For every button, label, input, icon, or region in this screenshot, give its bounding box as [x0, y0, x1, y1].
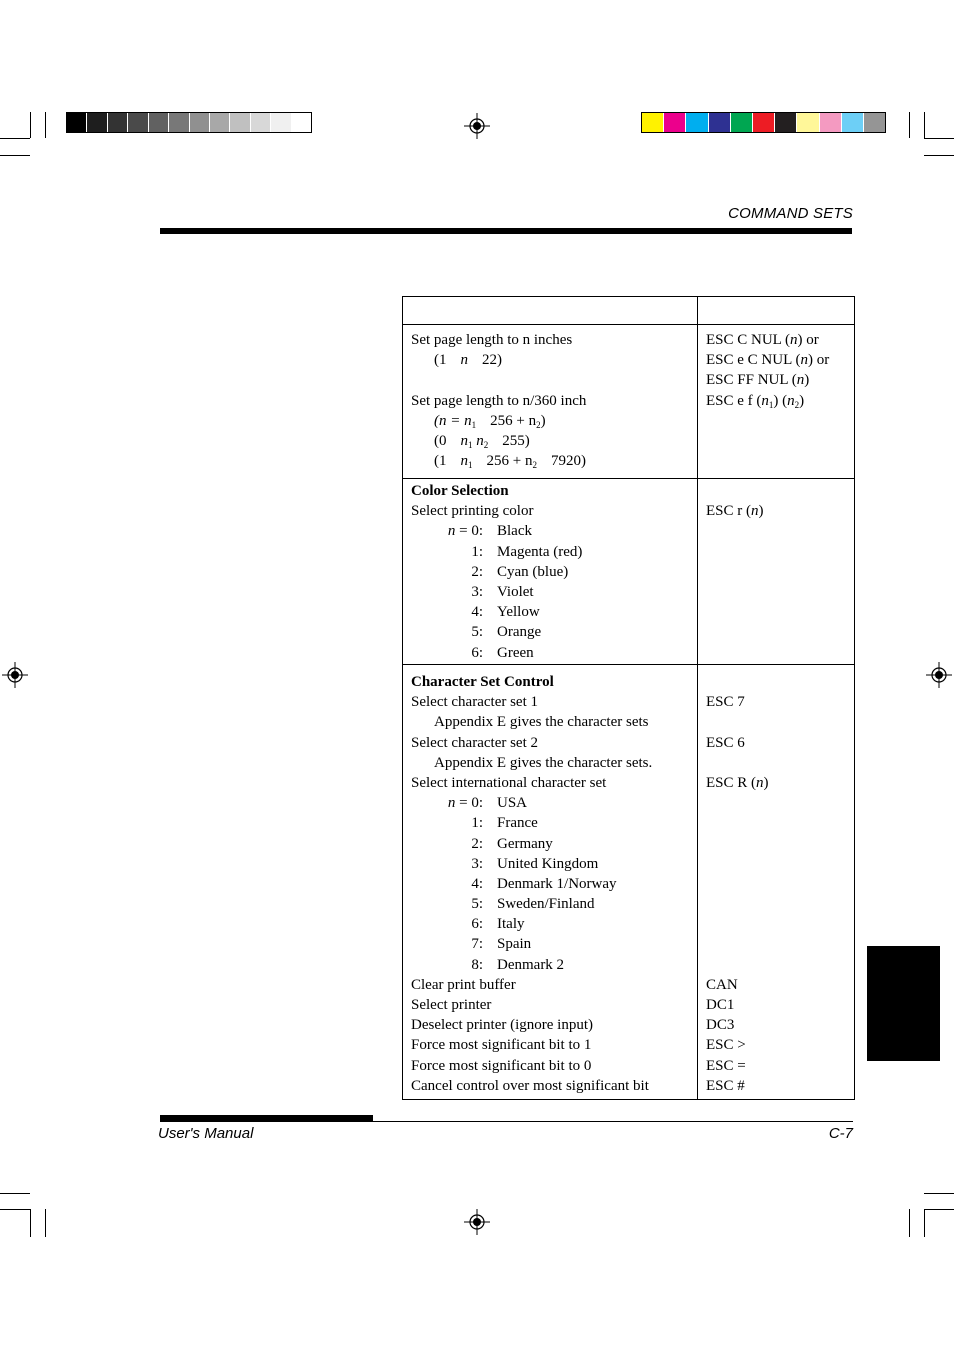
color-swatch — [67, 113, 87, 132]
function-label: Set page length to n/360 inch — [411, 392, 587, 409]
color-swatch — [251, 113, 271, 132]
function-label: Force most significant bit to 1 — [411, 1037, 592, 1054]
function-label: Force most significant bit to 0 — [411, 1057, 592, 1074]
list-item: 6: Italy — [471, 916, 525, 933]
function-label: Select printing color — [411, 503, 534, 520]
crop-mark — [924, 1209, 925, 1237]
command-code: ESC e f $(n_1)$ $(n_2)$ — [706, 392, 805, 410]
color-swatch — [210, 113, 230, 132]
color-swatch — [292, 113, 311, 132]
color-swatch — [709, 113, 731, 132]
color-swatch — [642, 113, 664, 132]
color-swatch — [864, 113, 885, 132]
command-cell-page-length — [706, 330, 851, 411]
crop-mark — [0, 138, 30, 139]
list-item: 4: Yellow — [471, 604, 540, 621]
row-divider — [403, 324, 854, 325]
color-swatch — [775, 113, 797, 132]
parameter-range: (0 $n_1$ $n_2$ 255) — [434, 432, 530, 450]
parameter-range: (1 $n_1$ $256 + n_2$ 7920) — [434, 453, 586, 471]
crop-mark — [924, 138, 954, 139]
group-title: Color Selection — [411, 483, 509, 499]
control-command-list — [706, 975, 851, 1096]
crop-mark — [924, 112, 925, 138]
country-list — [411, 793, 693, 975]
crop-mark — [909, 112, 910, 138]
command-code: ESC C NUL (n) or — [706, 332, 819, 348]
appendix-side-tab — [867, 946, 940, 1061]
header-rule — [160, 228, 852, 234]
color-list — [411, 521, 693, 662]
control-list — [411, 975, 693, 1096]
command-code: ESC > — [706, 1037, 746, 1054]
command-code: CAN — [706, 976, 738, 993]
function-label: Select character set 1 — [411, 694, 539, 711]
command-code: ESC # — [706, 1077, 745, 1094]
command-code: ESC FF NUL (n) — [706, 372, 810, 389]
column-divider — [697, 297, 698, 1099]
footer-manual-title: User's Manual — [158, 1125, 254, 1142]
list-item: 5: Orange — [471, 624, 542, 641]
registration-mark-icon — [464, 1209, 490, 1235]
color-swatch — [271, 113, 291, 132]
command-code: ESC = — [706, 1057, 746, 1074]
function-cell-color — [411, 481, 693, 663]
crop-mark — [0, 1209, 30, 1210]
list-item: 1: Magenta (red) — [471, 543, 583, 560]
list-item: 5: Sweden/Finland — [471, 896, 595, 913]
list-item: 2: Cyan (blue) — [471, 563, 569, 580]
color-swatch — [230, 113, 250, 132]
color-swatch — [149, 113, 169, 132]
crop-mark — [0, 155, 30, 156]
row-divider — [403, 478, 854, 479]
function-note: Appendix E gives the character sets — [434, 714, 649, 731]
color-swatch — [87, 113, 107, 132]
function-label: Cancel control over most significant bit — [411, 1077, 649, 1094]
command-code: ESC r (n) — [706, 503, 764, 520]
function-label: Select character set 2 — [411, 734, 539, 751]
function-label: Select printer — [411, 997, 492, 1013]
registration-mark-icon — [926, 662, 952, 688]
color-bar — [641, 112, 886, 133]
command-cell-color — [706, 481, 851, 521]
function-label: Clear print buffer — [411, 976, 516, 993]
crop-mark — [45, 112, 46, 138]
command-code: ESC 7 — [706, 694, 745, 711]
command-code: DC3 — [706, 1017, 735, 1034]
list-item: 6: Green — [471, 644, 534, 661]
row-divider — [403, 664, 854, 665]
list-item: 4: Denmark 1/Norway — [471, 875, 617, 892]
crop-mark — [924, 155, 954, 156]
color-swatch — [686, 113, 708, 132]
grayscale-bar — [66, 112, 312, 133]
list-item: 7: Spain — [471, 936, 532, 953]
command-code: ESC e C NUL (n) or — [706, 352, 830, 369]
color-swatch — [797, 113, 819, 132]
color-swatch — [731, 113, 753, 132]
color-swatch — [169, 113, 189, 132]
function-label: Deselect printer (ignore input) — [411, 1017, 594, 1034]
color-swatch — [842, 113, 864, 132]
crop-mark — [30, 112, 31, 138]
list-item: 3: Violet — [471, 583, 534, 600]
function-label: Select international character set — [411, 774, 607, 791]
color-swatch — [190, 113, 210, 132]
color-swatch — [753, 113, 775, 132]
page-number: C-7 — [828, 1125, 853, 1142]
command-cell-charset — [706, 672, 851, 1096]
crop-mark — [0, 1193, 30, 1194]
crop-mark — [909, 1209, 910, 1237]
command-code: DC1 — [706, 997, 735, 1014]
command-table — [402, 296, 855, 1100]
group-title: Character Set Control — [411, 674, 554, 690]
command-code: ESC R (n) — [706, 774, 769, 791]
list-item: 3: United Kingdom — [471, 855, 599, 872]
list-item: 8: Denmark 2 — [471, 956, 565, 973]
parameter-formula: ($n = n_1$ $256 + n_2$) — [434, 412, 546, 430]
list-item: 2: Germany — [471, 835, 553, 852]
function-label: Set page length to n inches — [411, 332, 573, 348]
list-item: n = 0: Black — [447, 523, 532, 540]
registration-mark-icon — [464, 113, 490, 139]
function-cell-charset — [411, 672, 693, 1096]
section-header: COMMAND SETS — [728, 205, 853, 222]
footer-rule — [160, 1121, 853, 1122]
crop-mark — [924, 1209, 954, 1210]
list-item: n = 0: USA — [447, 795, 528, 812]
color-swatch — [108, 113, 128, 132]
command-code: ESC 6 — [706, 734, 745, 751]
color-swatch — [128, 113, 148, 132]
list-item: 1: France — [471, 815, 538, 832]
function-note: Appendix E gives the character sets. — [434, 754, 653, 771]
function-cell-page-length — [411, 330, 693, 471]
parameter-range: (1 n 22) — [434, 352, 502, 369]
color-swatch — [820, 113, 842, 132]
crop-mark — [30, 1209, 31, 1237]
crop-mark — [924, 1193, 954, 1194]
registration-mark-icon — [2, 662, 28, 688]
crop-mark — [45, 1209, 46, 1237]
color-swatch — [664, 113, 686, 132]
